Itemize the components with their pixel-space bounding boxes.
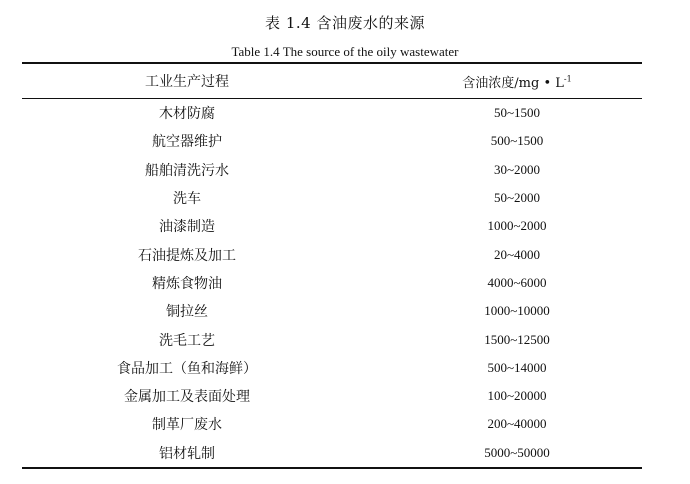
cell-process: 船舶清洗污水 (145, 162, 229, 179)
cell-process: 航空器维护 (152, 134, 222, 151)
cell-process: 金属加工及表面处理 (124, 389, 250, 406)
table-row (22, 240, 642, 268)
table-row (22, 382, 642, 410)
table-row (22, 439, 642, 468)
cell-process: 石油提炼及加工 (138, 247, 236, 264)
table-row (22, 410, 642, 438)
cell-concentration: 5000~50000 (392, 439, 642, 468)
table-caption-english: Table 1.4 The source of the oily wastewater (231, 44, 459, 59)
cell-concentration: 30~2000 (493, 161, 541, 177)
header-concentration (392, 63, 642, 99)
cell-process: 油漆制造 (159, 219, 215, 236)
cell-concentration: 500~14000 (487, 359, 547, 375)
cell-process: 铜拉丝 (166, 304, 208, 321)
cell-concentration: 1000~2000 (487, 218, 547, 234)
table-row (22, 212, 642, 240)
cell-concentration: 50~1500 (493, 105, 541, 121)
cell-process: 洗毛工艺 (159, 332, 215, 349)
cell-concentration: 20~4000 (493, 246, 541, 262)
cell-concentration: 1500~12500 (484, 331, 550, 347)
header-concentration-label: 含油浓度/mg • L (462, 75, 564, 91)
table-row (22, 99, 642, 128)
cell-process: 制革厂废水 (152, 417, 222, 434)
oily-wastewater-source-table (22, 62, 642, 469)
table-header-row (22, 63, 642, 99)
cell-process: 精炼食物油 (152, 275, 222, 292)
cell-concentration: 4000~6000 (487, 274, 547, 290)
table-row (22, 354, 642, 382)
table-row (22, 184, 642, 212)
table-row (22, 127, 642, 155)
cell-process: 铝材轧制 (22, 439, 392, 468)
table-row (22, 156, 642, 184)
cell-concentration: 50~2000 (493, 190, 541, 206)
table-caption-chinese: 表 1.4 含油废水的来源 (265, 14, 425, 32)
cell-concentration: 500~1500 (490, 133, 544, 149)
table-row (22, 325, 642, 353)
table-row (22, 297, 642, 325)
cell-concentration: 1000~10000 (484, 303, 550, 319)
cell-process: 木材防腐 (159, 106, 215, 123)
cell-concentration: 100~20000 (487, 388, 547, 404)
cell-process: 洗车 (173, 191, 201, 208)
cell-process: 食品加工（鱼和海鲜） (117, 360, 257, 377)
header-concentration-exponent: -1 (563, 74, 572, 84)
table-row (22, 269, 642, 297)
header-process: 工业生产过程 (22, 63, 392, 99)
cell-concentration: 200~40000 (487, 416, 547, 432)
